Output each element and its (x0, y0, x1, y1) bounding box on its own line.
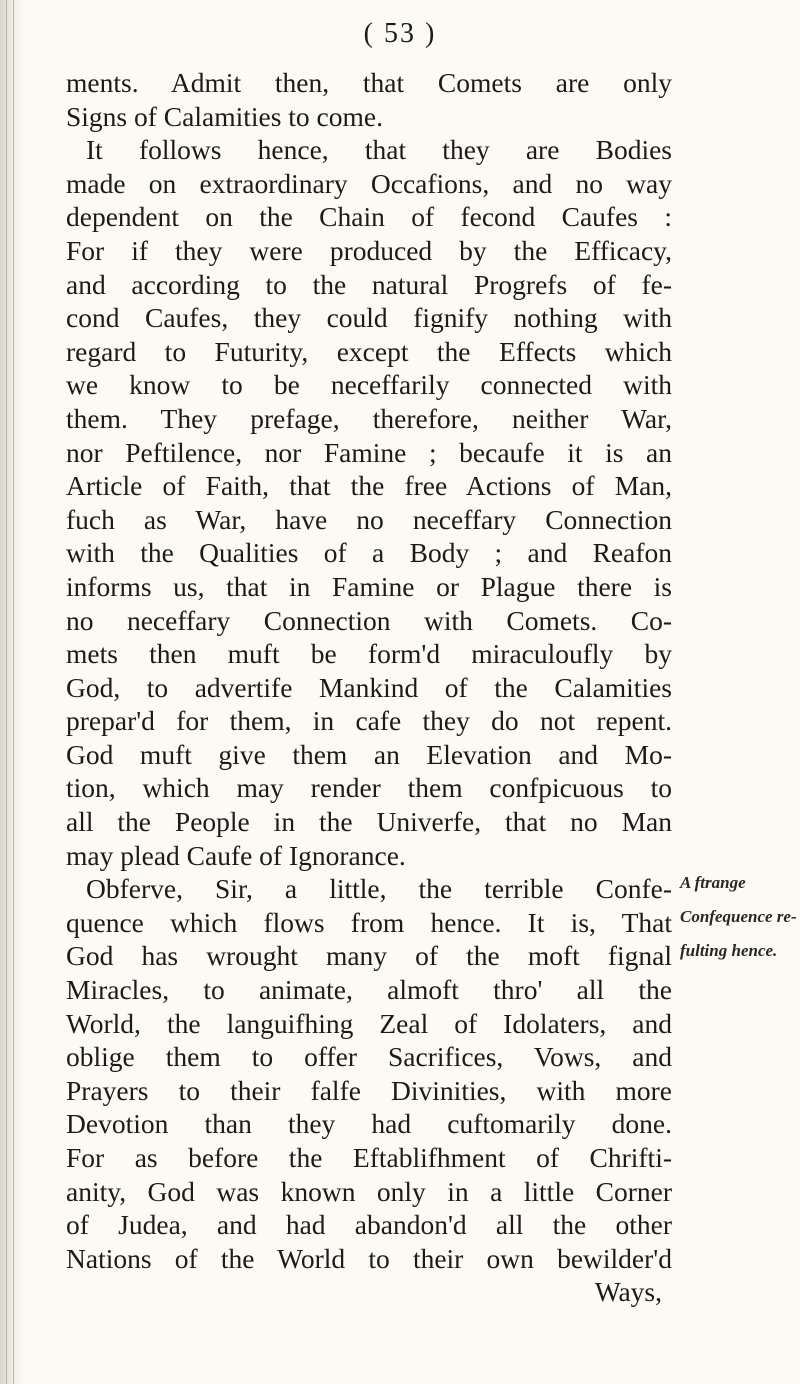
text-line: prepar'd for them, in cafe they do not repent. (66, 705, 672, 737)
text-line: God, to advertife Mankind of the Calamities (66, 671, 672, 703)
text-line: tion, which may render them confpicuous to (66, 772, 672, 804)
text-line: anity, God was known only in a little Corner (66, 1175, 672, 1207)
binding-rule (13, 0, 14, 1384)
text-line: cond Caufes, they could fignify nothing with (66, 302, 672, 334)
margin-note-line: A ftrange (680, 873, 746, 892)
text-line: Miracles, to animate, almoft thro' all the (66, 974, 672, 1006)
text-line: Devotion than they had cuftomarily done. (66, 1108, 672, 1140)
text-line: oblige them to offer Sacrifices, Vows, and (66, 1041, 672, 1073)
text-line: ments. Admit then, that Comets are only (66, 67, 672, 98)
text-line: regard to Futurity, except the Effects which (66, 335, 672, 367)
text-line: Prayers to their falfe Divinities, with more (66, 1074, 672, 1106)
page-number: ( 53 ) (363, 18, 437, 49)
text-line: may plead Caufe of Ignorance. (66, 839, 406, 871)
text-line: and according to the natural Progrefs of fe- (66, 268, 672, 300)
body-text (66, 66, 672, 1309)
text-line: God has wrought many of the moft fignal (66, 940, 672, 972)
text-line: informs us, that in Famine or Plague there is (66, 570, 672, 602)
binding-rule (6, 0, 7, 1384)
text-line: Signs of Calamities to come. (66, 100, 383, 132)
margin-note-line: Confequence re- (680, 907, 797, 926)
text-line: fuch as War, have no neceffary Connection (66, 503, 672, 535)
text-line: nor Peftilence, nor Famine ; becaufe it is an (66, 436, 672, 468)
text-line: all the People in the Univerfe, that no Man (66, 806, 672, 838)
text-line: Obferve, Sir, a little, the terrible Confe- (86, 873, 672, 905)
text-line: World, the languifhing Zeal of Idolaters, and (66, 1007, 672, 1039)
text-line: with the Qualities of a Body ; and Reafon (66, 537, 672, 569)
text-line: them. They prefage, therefore, neither War, (66, 402, 672, 434)
text-line: Nations of the World to their own bewilder'd (66, 1242, 672, 1274)
text-line: quence which flows from hence. It is, That (66, 906, 672, 938)
text-line: we know to be neceffarily connected with (66, 369, 672, 401)
text-line: For as before the Eftablifhment of Chrifti- (66, 1142, 672, 1173)
text-line: mets then muft be form'd miraculoufly by (66, 638, 672, 670)
text-line: made on extraordinary Occafions, and no way (66, 167, 672, 199)
text-line: For if they were produced by the Efficacy, (66, 234, 672, 266)
text-line: It follows hence, that they are Bodies (86, 134, 672, 166)
text-line: no neceffary Connection with Comets. Co- (66, 604, 672, 636)
text-line: Article of Faith, that the free Actions of Man, (66, 470, 672, 502)
text-line: dependent on the Chain of fecond Caufes : (66, 201, 672, 233)
margin-note-line: fulting hence. (680, 941, 778, 960)
catchword: Ways, (594, 1276, 662, 1308)
text-line: God muft give them an Elevation and Mo- (66, 738, 672, 770)
text-line: of Judea, and had abandon'd all the other (66, 1209, 672, 1241)
